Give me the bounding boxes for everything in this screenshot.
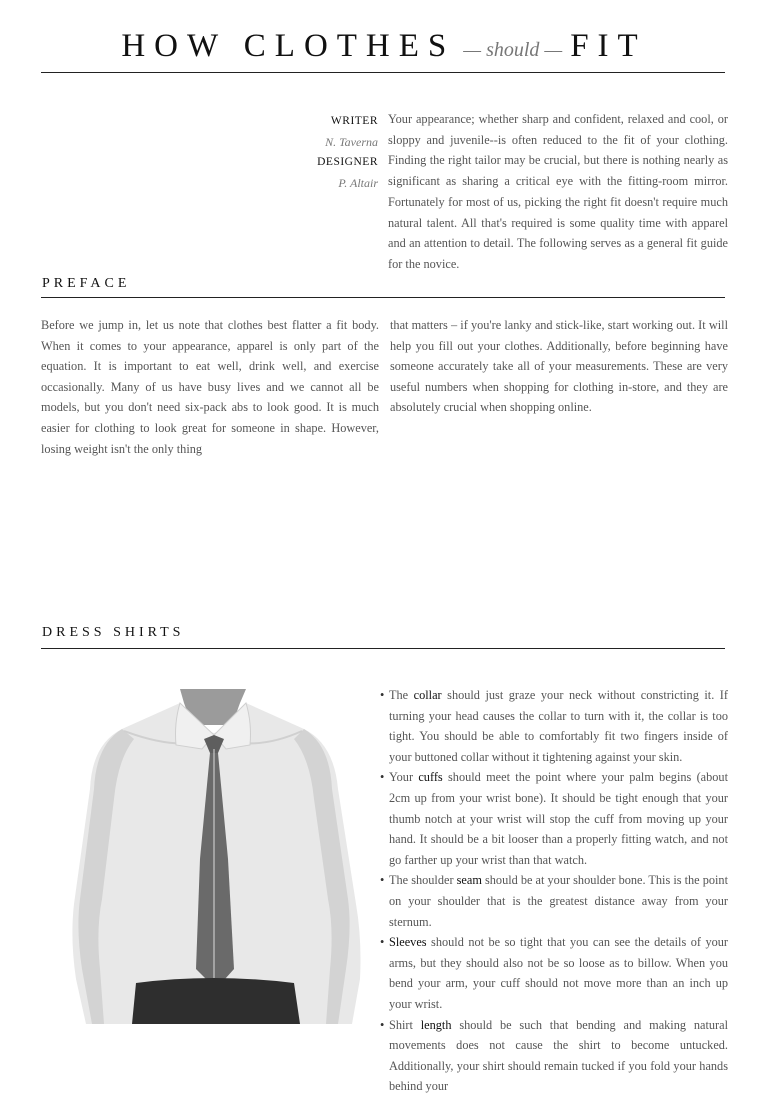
bullet-seam	[380, 870, 728, 932]
writer-name: N. Taverna	[325, 134, 378, 149]
bullet-keyword: seam	[456, 873, 482, 888]
bullet-dot: •	[380, 873, 385, 888]
bullet-keyword: collar	[413, 688, 442, 702]
title-part2: FIT	[570, 28, 647, 64]
credits	[220, 111, 378, 194]
bullet-dot: •	[380, 1017, 385, 1032]
bullet-pre: The shoulder	[389, 873, 457, 888]
bullet-pre: Your	[389, 770, 419, 785]
shirt-illustration-svg	[62, 689, 372, 1024]
preface-rule	[41, 297, 725, 298]
bullet-keyword: cuffs	[418, 770, 443, 785]
bullet-dot: •	[380, 935, 385, 950]
bullet-sleeves	[380, 932, 728, 1014]
bullet-text: should be such that bending and making natural movements does not cause the shirt to become untucked. Additionally, your shirt should remain tucked if you fold your hands behind your	[389, 1017, 728, 1094]
bullet-text: should be at your shoulder bone. This is the point on your shoulder that is the greatest distance away from your sternum.	[389, 873, 729, 929]
intro-paragraph: Your appearance; whether sharp and confident, relaxed and cool, or sloppy and juvenile--is often reduced to the fit of your clothing. Finding the right tailor may be crucial, but there is nothing nearly as significant as sharing a critical eye with the fitting-room mirror. Fortunately for most of us, picking the right fit doesn't require much natural talent. All that's required is some quality time with apparel and an attention to detail. The following serves as a general fit guide for the novice.	[388, 112, 728, 271]
bullet-dot: •	[380, 770, 385, 785]
shirt-illustration	[62, 689, 372, 1024]
page-title	[0, 28, 768, 65]
bullet-cuffs	[380, 767, 728, 870]
bullet-text: should not be so tight that you can see the details of your arms, but they should also not be so loose as to billow. When you bend your arm, your cuff should not move more than an inch up your wrist.	[389, 935, 728, 1011]
writer-label: WRITER	[330, 115, 378, 127]
designer-name: P. Altair	[338, 176, 378, 191]
bullet-collar	[380, 685, 728, 767]
pants	[132, 978, 300, 1024]
shirt-fit-bullets	[380, 685, 728, 1097]
bullet-keyword: length	[420, 1017, 452, 1032]
bullet-dot: •	[380, 688, 385, 702]
title-rule	[41, 72, 725, 73]
bullet-length	[380, 1015, 728, 1097]
title-part1: HOW CLOTHES	[121, 28, 456, 64]
dress-shirts-heading: DRESS SHIRTS	[42, 625, 185, 640]
title-connector: — should —	[463, 39, 563, 61]
bullet-text: should just graze your neck without constricting it. If turning your head causes the collar to turn with it, the collar is too tight. You should be able to comfortably fit two fingers inside of your buttoned collar without it tightening against your skin.	[389, 688, 728, 764]
bullet-keyword: Sleeves	[389, 935, 427, 950]
preface-column-right: that matters – if you're lanky and stick-like, start working out. It will help you fill out your clothes. Additionally, before beginning have someone accurately take all of your measurements. These are very useful numbers when shopping for clothing in-store, and they are absolutely crucial when shopping online.	[390, 318, 728, 415]
bullet-pre: Shirt	[389, 1017, 421, 1032]
bullet-text: should meet the point where your palm begins (about 2cm up from your wrist bone). It should be tight enough that your thumb notch at your wrist will stop the cuff from moving up your hand. It should be a bit looser than a properly fitting watch, and not go farther up your wrist than that watch.	[389, 770, 728, 867]
preface-column-left: Before we jump in, let us note that clothes best flatter a fit body. When it comes to your appearance, apparel is only part of the equation. It is important to eat well, drink well, and exercise occasionally. Many of us have busy lives and we cannot all be models, but you don't need six-pack abs to look good. It is much easier for clothing to look great for someone in shape. However, losing weight isn't the only thing	[41, 318, 379, 456]
dress-shirts-rule	[41, 648, 725, 649]
preface-heading: PREFACE	[42, 276, 131, 291]
bullet-pre: The	[389, 688, 414, 702]
designer-label: DESIGNER	[317, 156, 378, 169]
